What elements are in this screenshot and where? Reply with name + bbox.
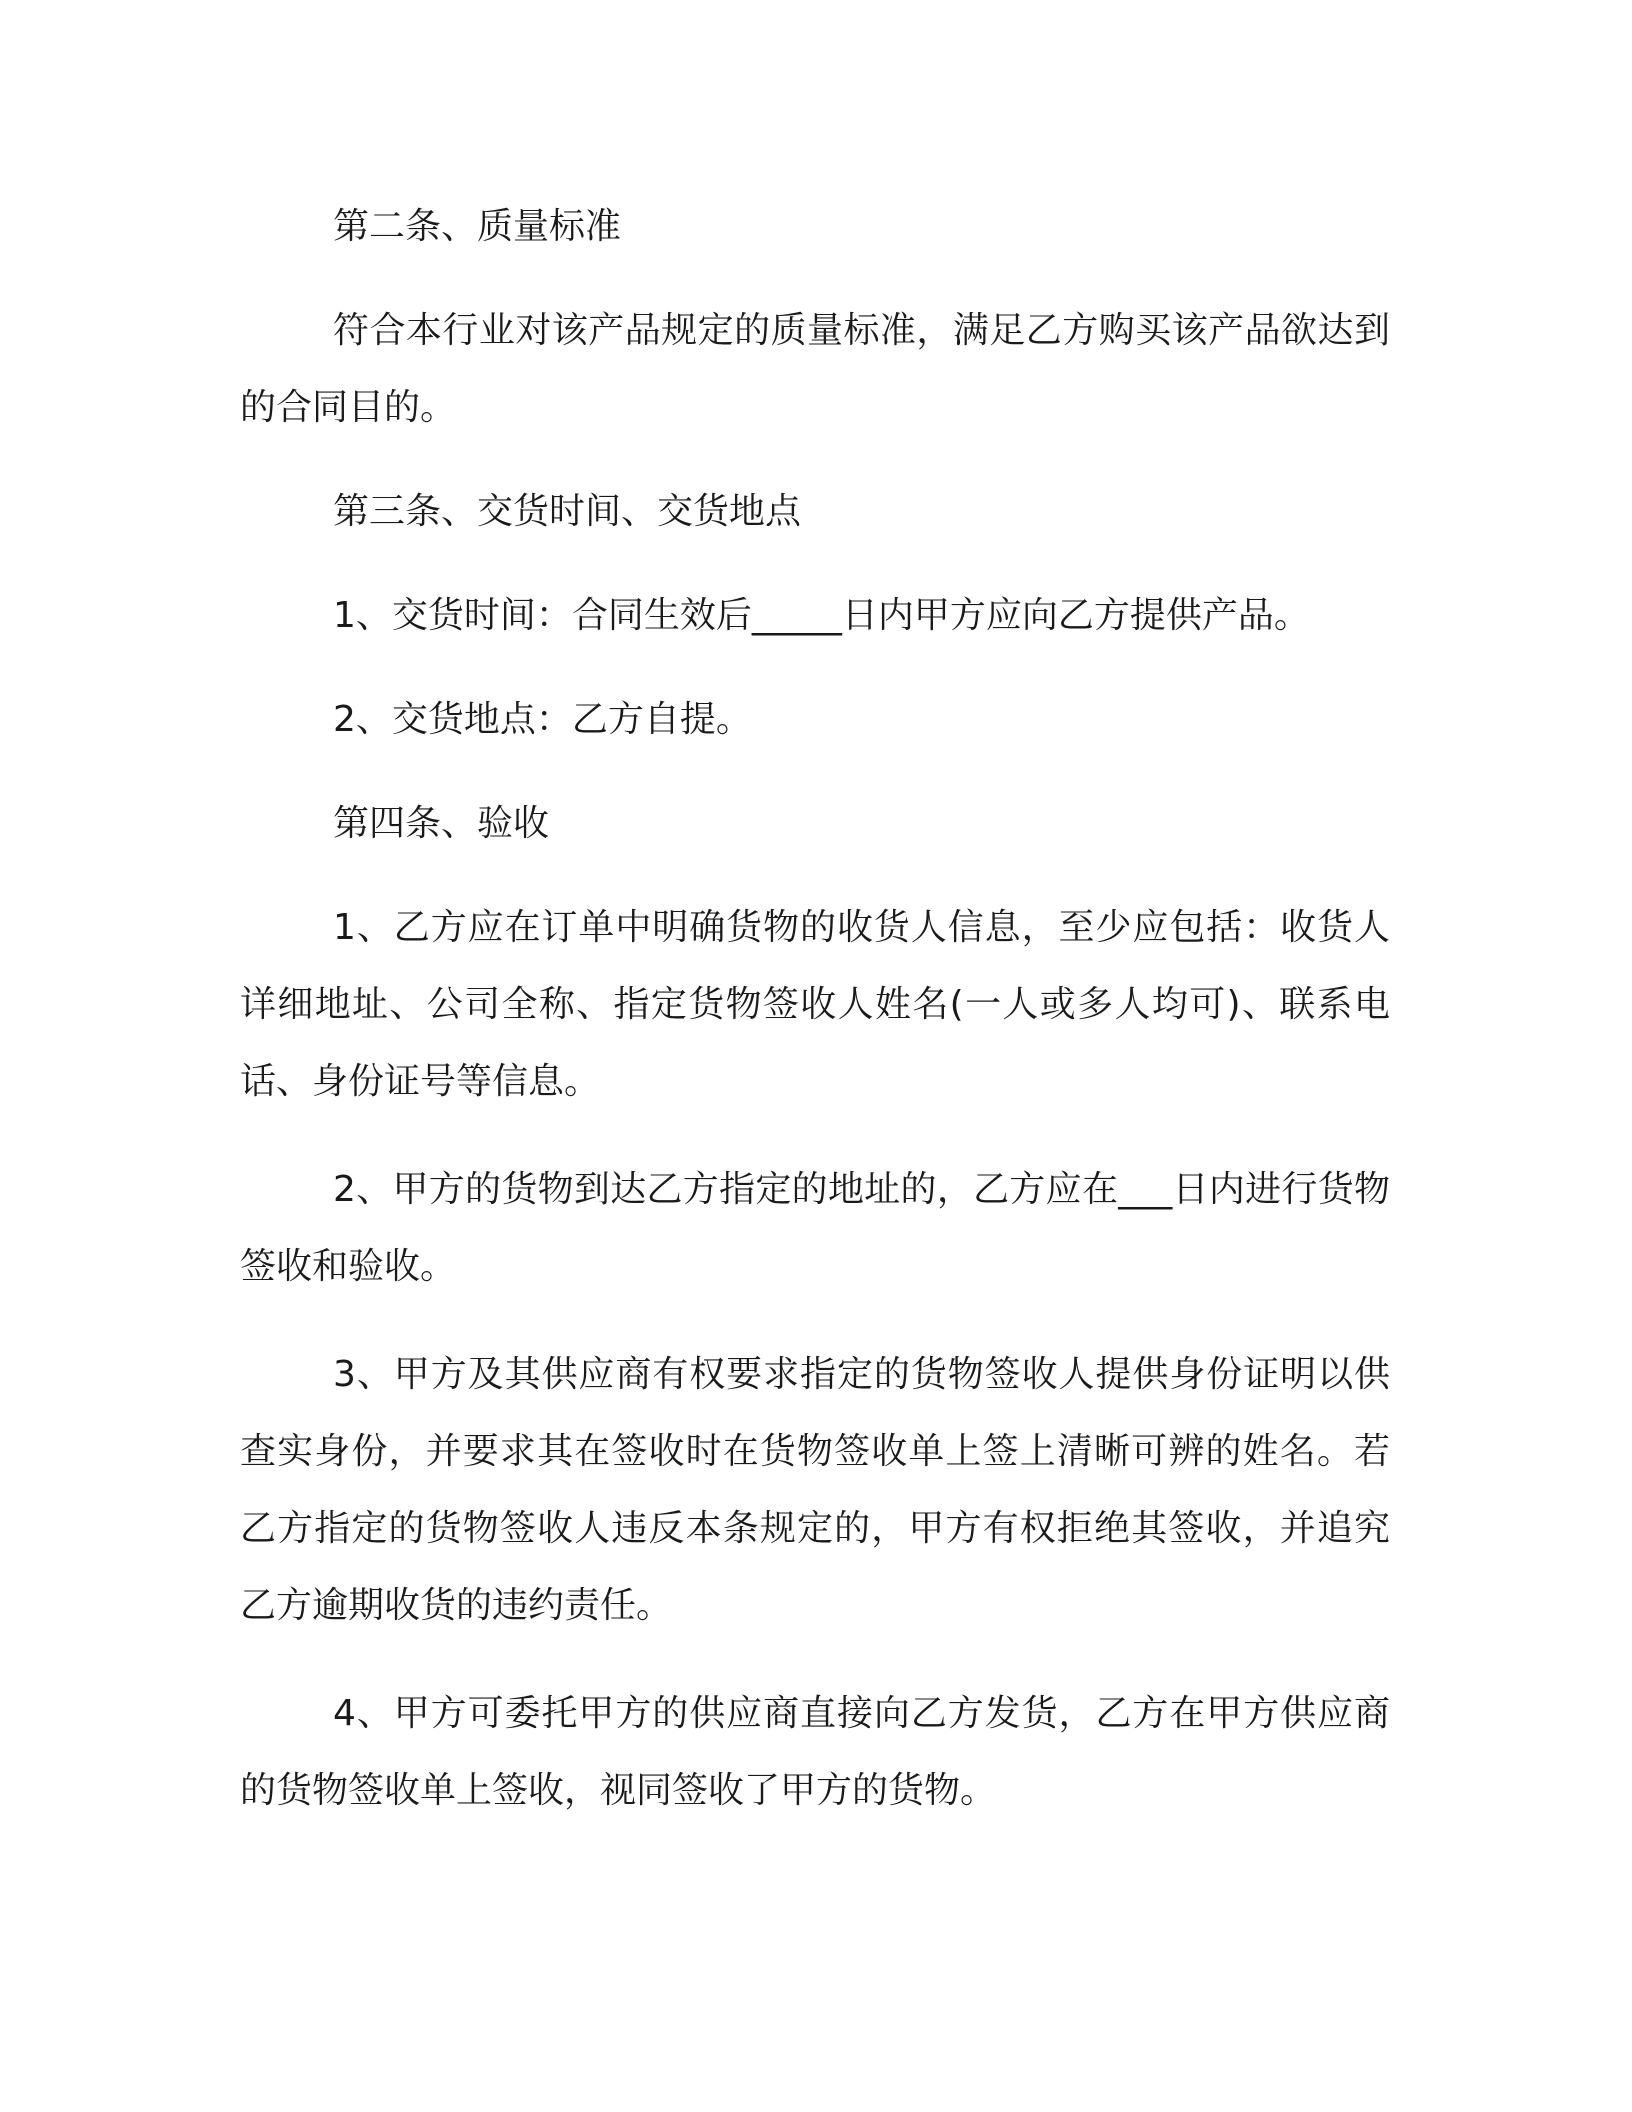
section-heading-quality: 第二条、质量标准 [333, 206, 622, 247]
paragraph-delivery-time: 1、交货时间：合同生效后_____日内甲方应向乙方提供产品。 [333, 595, 1310, 636]
paragraph-acceptance-3: 3、甲方及其供应商有权要求指定的货物签收人提供身份证明以供查实身份，并要求其在签收时在货物签收单上签上清晰可辨的姓名。若乙方指定的货物签收人违反本条规定的，甲方有权拒绝其签收，并追究乙方逾期收货的违约责任。 [240, 1354, 1390, 1626]
paragraph-acceptance-4: 4、甲方可委托甲方的供应商直接向乙方发货，乙方在甲方供应商的货物签收单上签收，视同签收了甲方的货物。 [240, 1693, 1390, 1811]
section-heading-delivery: 第三条、交货时间、交货地点 [333, 491, 802, 532]
paragraph-acceptance-1: 1、乙方应在订单中明确货物的收货人信息，至少应包括：收货人详细地址、公司全称、指定货物签收人姓名(一人或多人均可)、联系电话、身份证号等信息。 [240, 907, 1390, 1102]
section-heading-acceptance: 第四条、验收 [333, 803, 550, 844]
paragraph-delivery-place: 2、交货地点：乙方自提。 [333, 699, 752, 740]
document-body [240, 188, 1390, 1829]
paragraph-quality-standard: 符合本行业对该产品规定的质量标准，满足乙方购买该产品欲达到的合同目的。 [240, 310, 1390, 428]
paragraph-acceptance-2: 2、甲方的货物到达乙方指定的地址的，乙方应在___日内进行货物签收和验收。 [240, 1169, 1390, 1287]
